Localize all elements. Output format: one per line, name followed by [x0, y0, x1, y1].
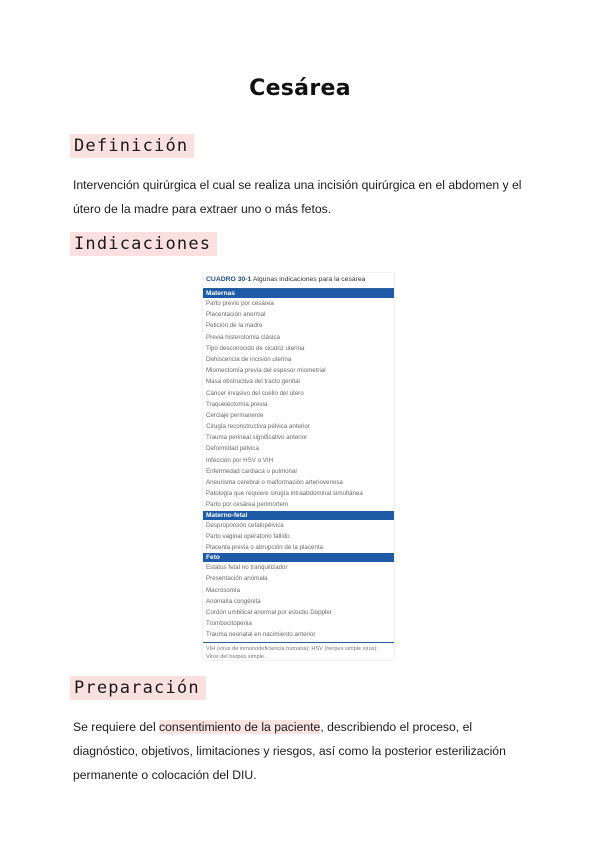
category-maternas: Maternas	[203, 289, 394, 298]
table-footnote: VIH (virus de inmunodeficiencia humana); HSV (herpes simple virus); Virus del herpes simple.	[203, 642, 394, 663]
category-feto: Feto	[203, 553, 394, 562]
table-row: Cirugía reconstructiva pélvica anterior	[206, 423, 310, 431]
table-row: Cordón umbilical anormal por estudio Doppler	[206, 608, 332, 616]
table-row: Presentación anómala	[206, 575, 268, 583]
preparacion-highlight: consentimiento de la paciente	[159, 720, 321, 734]
table-row: Placentación anormal	[206, 311, 266, 319]
table-row: Petición de la madre	[206, 322, 263, 330]
table-row: Traquelectomía previa	[206, 400, 268, 408]
table-row: Placenta previa o abrupción de la placenta	[206, 543, 323, 551]
table-row: Parto vaginal operatorio fallido	[206, 532, 290, 540]
maternas-list	[203, 298, 394, 511]
materno-fetal-list	[203, 520, 394, 554]
table-row: Trauma neonatal en nacimiento anterior	[206, 631, 316, 639]
table-row: Deformidad pélvica	[206, 445, 259, 453]
table-row: Infección por HSV o VIH	[206, 456, 274, 464]
definicion-text: Intervención quirúrgica el cual se realiza una incisión quirúrgica en el abdomen y el útero de la madre para extraer uno o más fetos.	[73, 178, 522, 216]
page-title: Cesárea	[249, 76, 351, 101]
table-row: Miomectomía previa del espesor miometrial	[206, 367, 326, 375]
table-row: Anomalía congénita	[206, 597, 261, 605]
table-row: Parto previo por cesárea	[206, 300, 274, 307]
table-caption-text: Algunas indicaciones para la cesárea	[252, 276, 366, 283]
indicaciones-heading: Indicaciones	[70, 232, 217, 256]
preparacion-text-after: , describiendo el proceso, el diagnóstico, objetivos, limitaciones y riesgos, así como la posterior esterilización permanente o colocación del DIU.	[73, 720, 506, 782]
table-row: Parto por cesárea perimortem	[206, 501, 289, 509]
table-row: Previa histerotomía clásica	[206, 333, 280, 341]
table-row: Cerclaje permanente	[206, 411, 264, 419]
table-row: Trauma perineal significativo anterior	[206, 434, 308, 442]
preparacion-text	[73, 715, 531, 787]
table-row: Cáncer invasivo del cuello del útero	[206, 389, 304, 397]
table-row: Aneurisma cerebral o malformación arteriovenosa	[206, 479, 343, 486]
preparacion-heading: Preparación	[70, 676, 206, 700]
table-row: Dehiscencia de incisión uterina	[206, 355, 292, 363]
table-row: Macrosomía	[206, 586, 241, 594]
table-row: Masa obstructiva del tracto genital	[206, 378, 300, 386]
table-row: Patología que requiere cirugía intraabdominal simultánea	[206, 490, 363, 498]
category-materno-fetal: Materno-fetal	[203, 511, 394, 520]
definicion-heading: Definición	[70, 134, 194, 158]
table-row: Tipo desconocido de cicatriz uterina	[206, 344, 305, 352]
feto-list	[203, 562, 394, 640]
table-label: CUADRO 30-1	[206, 276, 252, 283]
table-caption	[203, 273, 394, 288]
preparacion-text-before: Se requiere del	[73, 720, 160, 734]
table-row: Enfermedad cardiaca o pulmonar	[206, 467, 298, 475]
table-row: Estatus fetal no tranquilizador	[206, 564, 288, 572]
table-row: Desproporción cefalopélvica	[206, 521, 284, 529]
table-row: Trombocitopenia	[206, 620, 252, 628]
indicaciones-table	[203, 273, 394, 660]
